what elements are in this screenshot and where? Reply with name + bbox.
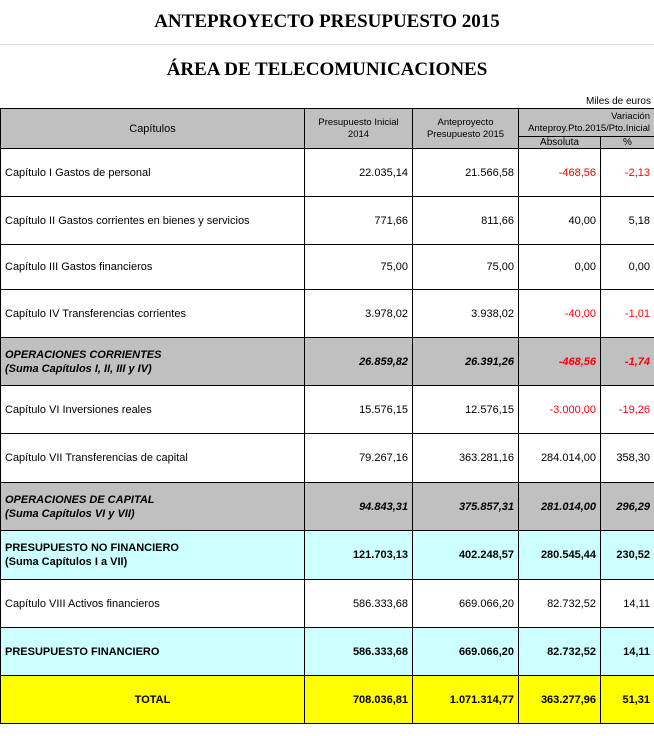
row-label: PRESUPUESTO NO FINANCIERO (Suma Capítulos I a VII) bbox=[1, 531, 305, 580]
cell-absoluta: 82.732,52 bbox=[519, 580, 601, 628]
cell-anteproyecto: 1.071.314,77 bbox=[413, 676, 519, 724]
cell-pct: 14,11 bbox=[601, 628, 654, 676]
row-label: Capítulo VI Inversiones reales bbox=[1, 386, 305, 434]
cell-pct: 14,11 bbox=[601, 580, 654, 628]
budget-table bbox=[0, 108, 654, 724]
cell-inicial: 771,66 bbox=[305, 197, 413, 245]
subtotal-row bbox=[1, 483, 654, 531]
header-presupuesto-inicial: Presupuesto Inicial 2014 bbox=[305, 109, 413, 149]
cell-absoluta: -3.000,00 bbox=[519, 386, 601, 434]
row-label: PRESUPUESTO FINANCIERO bbox=[1, 628, 305, 676]
cell-inicial: 79.267,16 bbox=[305, 434, 413, 483]
cell-inicial: 22.035,14 bbox=[305, 149, 413, 197]
cell-absoluta: 363.277,96 bbox=[519, 676, 601, 724]
subtotal-row bbox=[1, 338, 654, 386]
table-row bbox=[1, 290, 654, 338]
cell-absoluta: 281.014,00 bbox=[519, 483, 601, 531]
cell-pct: 230,52 bbox=[601, 531, 654, 580]
cell-absoluta: -468,56 bbox=[519, 338, 601, 386]
cell-absoluta: -40,00 bbox=[519, 290, 601, 338]
cell-anteproyecto: 811,66 bbox=[413, 197, 519, 245]
cell-pct: -19,26 bbox=[601, 386, 654, 434]
table-row bbox=[1, 197, 654, 245]
cell-inicial: 75,00 bbox=[305, 245, 413, 290]
row-label: Capítulo VII Transferencias de capital bbox=[1, 434, 305, 483]
row-label: Capítulo I Gastos de personal bbox=[1, 149, 305, 197]
cell-anteproyecto: 669.066,20 bbox=[413, 580, 519, 628]
row-label: OPERACIONES DE CAPITAL (Suma Capítulos VI y VII) bbox=[1, 483, 305, 531]
cell-inicial: 94.843,31 bbox=[305, 483, 413, 531]
cell-anteproyecto: 363.281,16 bbox=[413, 434, 519, 483]
cell-absoluta: 40,00 bbox=[519, 197, 601, 245]
units-note: Miles de euros bbox=[585, 96, 651, 107]
page-subtitle: ÁREA DE TELECOMUNICACIONES bbox=[166, 59, 488, 80]
cell-pct: 296,29 bbox=[601, 483, 654, 531]
cell-pct: 51,31 bbox=[601, 676, 654, 724]
cell-inicial: 15.576,15 bbox=[305, 386, 413, 434]
cell-inicial: 586.333,68 bbox=[305, 628, 413, 676]
cell-inicial: 121.703,13 bbox=[305, 531, 413, 580]
row-label: Capítulo IV Transferencias corrientes bbox=[1, 290, 305, 338]
row-label: OPERACIONES CORRIENTES (Suma Capítulos I, II, III y IV) bbox=[1, 338, 305, 386]
cell-inicial: 26.859,82 bbox=[305, 338, 413, 386]
summary-row bbox=[1, 531, 654, 580]
cell-inicial: 708.036,81 bbox=[305, 676, 413, 724]
cell-anteproyecto: 26.391,26 bbox=[413, 338, 519, 386]
table-row bbox=[1, 386, 654, 434]
cell-inicial: 586.333,68 bbox=[305, 580, 413, 628]
cell-anteproyecto: 669.066,20 bbox=[413, 628, 519, 676]
cell-pct: -1,01 bbox=[601, 290, 654, 338]
cell-absoluta: -468,56 bbox=[519, 149, 601, 197]
header-absoluta: Absoluta bbox=[519, 137, 601, 149]
table-row bbox=[1, 149, 654, 197]
cell-pct: -2,13 bbox=[601, 149, 654, 197]
cell-pct: 5,18 bbox=[601, 197, 654, 245]
cell-anteproyecto: 75,00 bbox=[413, 245, 519, 290]
cell-anteproyecto: 375.857,31 bbox=[413, 483, 519, 531]
header-pct: % bbox=[601, 137, 654, 149]
header-capitulos: Capítulos bbox=[1, 109, 305, 149]
header-variacion: Variación Anteproy.Pto.2015/Pto.Inicial bbox=[519, 109, 654, 137]
table-row bbox=[1, 434, 654, 483]
cell-absoluta: 280.545,44 bbox=[519, 531, 601, 580]
table-row bbox=[1, 580, 654, 628]
cell-anteproyecto: 21.566,58 bbox=[413, 149, 519, 197]
cell-absoluta: 82.732,52 bbox=[519, 628, 601, 676]
row-label: Capítulo II Gastos corrientes en bienes y servicios bbox=[1, 197, 305, 245]
cell-absoluta: 0,00 bbox=[519, 245, 601, 290]
cell-pct: 0,00 bbox=[601, 245, 654, 290]
page-title: ANTEPROYECTO PRESUPUESTO 2015 bbox=[0, 0, 654, 45]
summary-row bbox=[1, 628, 654, 676]
header-anteproyecto: Anteproyecto Presupuesto 2015 bbox=[413, 109, 519, 149]
cell-anteproyecto: 402.248,57 bbox=[413, 531, 519, 580]
cell-absoluta: 284.014,00 bbox=[519, 434, 601, 483]
cell-anteproyecto: 3.938,02 bbox=[413, 290, 519, 338]
cell-inicial: 3.978,02 bbox=[305, 290, 413, 338]
cell-anteproyecto: 12.576,15 bbox=[413, 386, 519, 434]
cell-pct: 358,30 bbox=[601, 434, 654, 483]
total-row bbox=[1, 676, 654, 724]
table-row bbox=[1, 245, 654, 290]
cell-pct: -1,74 bbox=[601, 338, 654, 386]
row-label: TOTAL bbox=[1, 676, 305, 724]
row-label: Capítulo III Gastos financieros bbox=[1, 245, 305, 290]
row-label: Capítulo VIII Activos financieros bbox=[1, 580, 305, 628]
